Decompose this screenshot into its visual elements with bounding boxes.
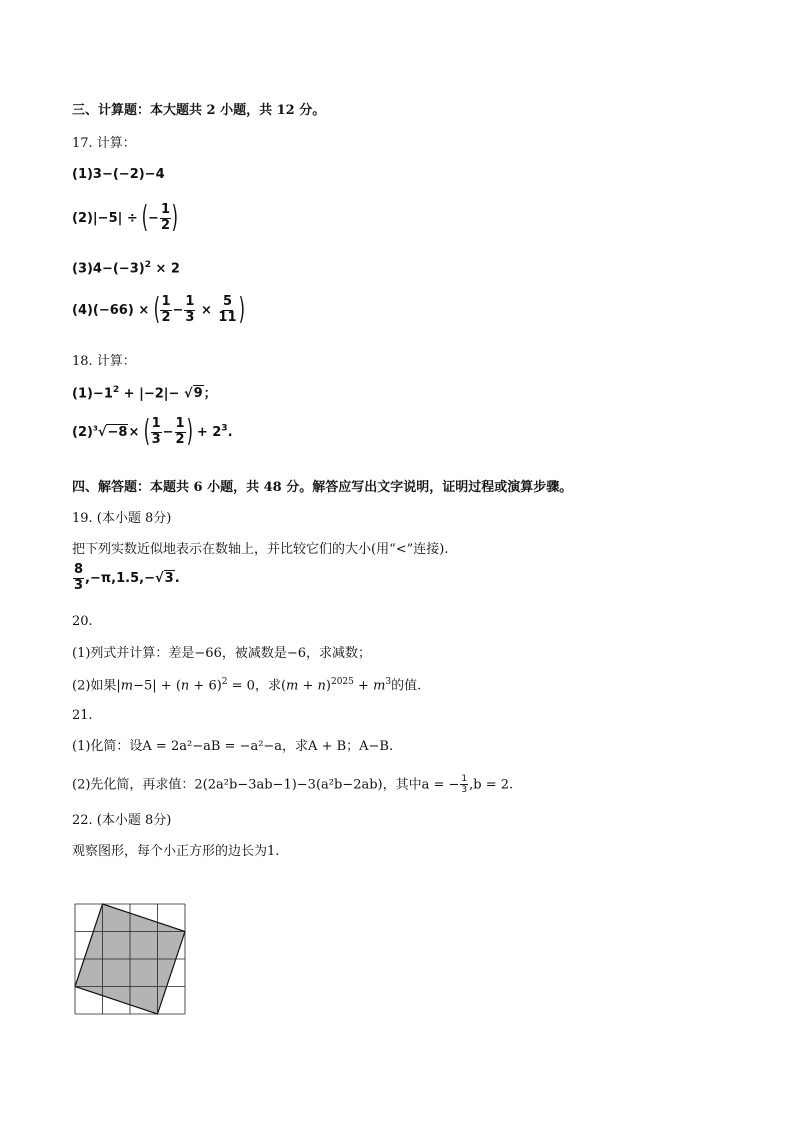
q17-part2: (2)|−5| ÷ (− $\frac{1}{2}$ ) <box>72 200 179 236</box>
fraction: $\frac{1}{2}$ <box>160 202 170 233</box>
q21-part1: (1)化简：设A = 2a²−aB = −a²−a，求A + B；A−B. <box>72 739 394 754</box>
fraction: $\frac{8}{3}$ <box>74 562 84 593</box>
q17-part4: (4)(−66) × ( $\frac{1}{2}$ − $\frac{1}{3}$ × $\frac{5}{11}$ ) <box>72 292 245 328</box>
fraction: $\frac{1}{2}$ <box>161 294 171 325</box>
fraction: $\frac{1}{3}$ <box>461 774 468 796</box>
q19-numbers: $\frac{8}{3}$ ,−π,1.5,−√3. <box>74 562 180 593</box>
q17-title: 17. 计算： <box>72 136 136 151</box>
q19-text: 把下列实数近似地表示在数轴上，并比较它们的大小(用“<”连接). <box>72 542 449 557</box>
q20-part1: (1)列式并计算：差是−66，被减数是−6，求减数； <box>72 646 372 661</box>
q19-title: 19. (本小题 8分) <box>72 511 172 526</box>
q20-part2: (2)如果$|m-5| + (n + 6)^2 = 0$，求$(m + n)^{2025} + m^3$的值. <box>72 677 422 694</box>
q17-part3: $(3)4-(-3)^2 \times 2$ <box>72 260 180 277</box>
q21-title: 21. <box>72 708 93 723</box>
q20-title: 20. <box>72 614 93 629</box>
q21-part2: (2)先化简，再求值：2(2a²b−3ab−1)−3(a²b−2ab)，其中a = − $\frac{1}{3}$ ,b = 2. <box>72 774 514 796</box>
q22-title: 22. (本小题 8分) <box>72 813 172 828</box>
fraction: $\frac{1}{2}$ <box>175 416 185 447</box>
q22-text: 观察图形，每个小正方形的边长为1. <box>72 844 280 859</box>
q18-part2: $(2)^3√-8\times$ ( $\frac{1}{3}$ − $\frac{1}{2}$ ) + $2^3$. <box>72 414 233 450</box>
q18-part1: $(1)-1^2 + |-2|- √9$； <box>72 385 217 402</box>
section3-heading: 三、计算题：本大题共 2 小题，共 12 分。 <box>72 103 326 118</box>
fraction: $\frac{5}{11}$ <box>218 294 237 325</box>
fraction: $\frac{1}{3}$ <box>185 294 195 325</box>
q17-part1: (1)3−(−2)−4 <box>72 167 165 182</box>
grid <box>75 904 185 1014</box>
q18-title: 18. 计算： <box>72 354 136 369</box>
grid-square-figure <box>73 902 187 1016</box>
section4-heading: 四、解答题：本题共 6 小题，共 48 分。解答应写出文字说明，证明过程或演算步骤。 <box>72 480 573 495</box>
fraction: $\frac{1}{3}$ <box>151 416 161 447</box>
